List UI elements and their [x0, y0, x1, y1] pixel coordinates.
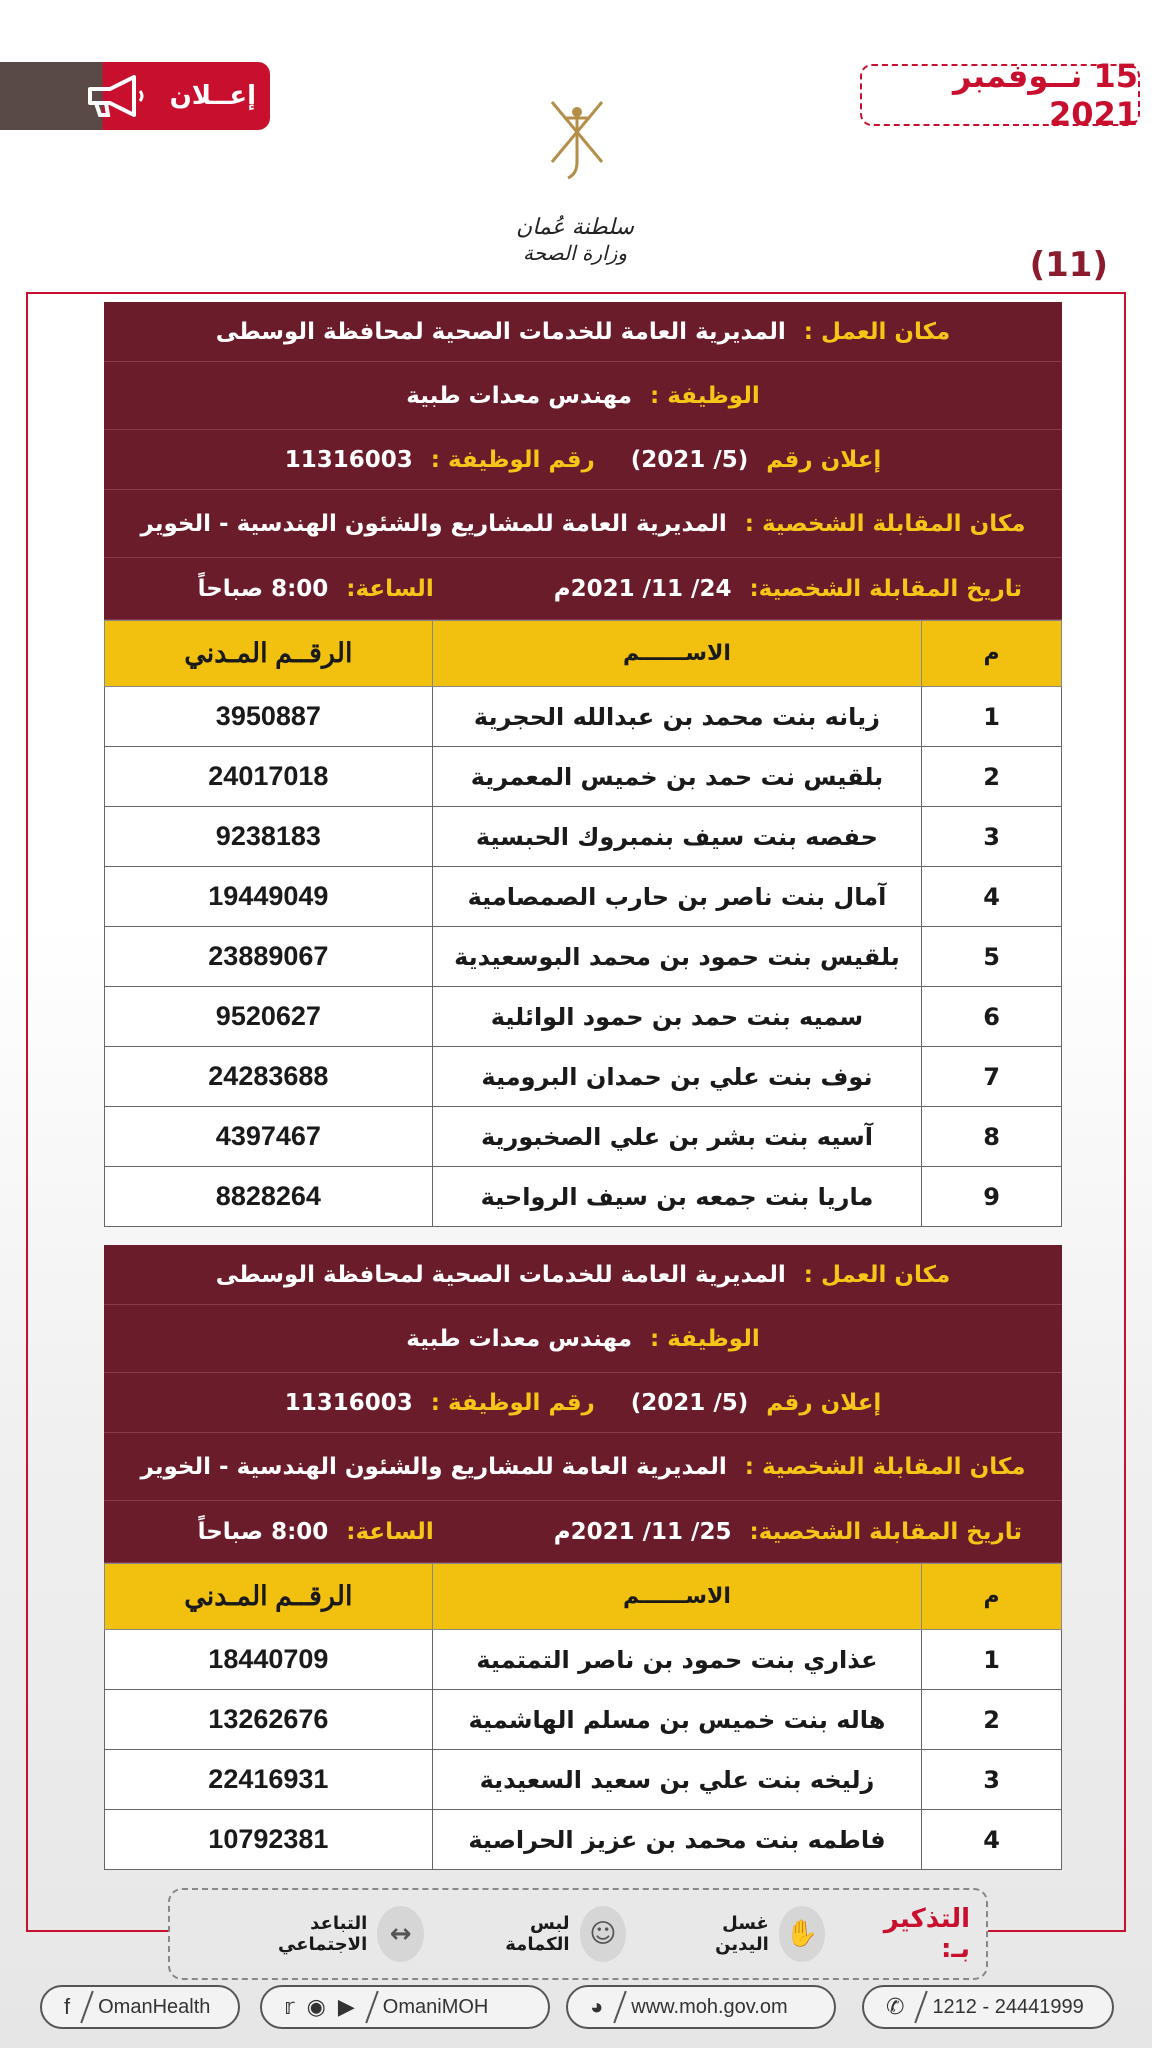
- logo-text-top: سلطنة عُمان: [516, 215, 634, 240]
- phone-icon: ✆: [886, 1994, 905, 2019]
- job-value: مهندس معدات طبية: [406, 1325, 633, 1352]
- interview-section-2: [104, 1245, 1062, 1870]
- job-label: الوظيفة :: [650, 1325, 760, 1352]
- interview-date-label: تاريخ المقابلة الشخصية:: [749, 575, 1022, 602]
- column-header-civil-id: الرقــم المـدني: [105, 621, 433, 687]
- candidate-name: ماريا بنت جمعه بن سيف الرواحية: [432, 1167, 921, 1227]
- workplace-label: مكان العمل :: [803, 318, 951, 345]
- badge-label: إعــلان: [169, 81, 256, 111]
- facebook-pill[interactable]: [40, 1985, 240, 2029]
- candidate-name: بلقيس نت حمد بن خميس المعمرية: [432, 747, 921, 807]
- phone-pill[interactable]: [862, 1985, 1114, 2029]
- job-value: مهندس معدات طبية: [406, 382, 633, 409]
- civil-id: 9520627: [105, 987, 433, 1047]
- candidates-table: [104, 620, 1062, 1227]
- column-header-name: الاســــــم: [432, 1564, 921, 1630]
- table-row: [105, 1630, 1062, 1690]
- job-number-value: 11316003: [284, 446, 413, 473]
- announcement-label: إعلان رقم: [766, 1389, 882, 1416]
- civil-id: 22416931: [105, 1750, 433, 1810]
- hand-wash-icon: ✋: [779, 1906, 826, 1962]
- table-row: [105, 1107, 1062, 1167]
- social-distance-icon: ↔: [377, 1906, 424, 1962]
- announcement-value: (5/ 2021): [630, 446, 749, 473]
- row-number: 3: [922, 1750, 1062, 1810]
- job-row: [104, 1305, 1062, 1373]
- candidates-table: [104, 1563, 1062, 1870]
- reminder-box: [168, 1888, 988, 1980]
- workplace-value: المديرية العامة للخدمات الصحية لمحافظة الوسطى: [215, 318, 786, 345]
- candidate-name: عذاري بنت حمود بن ناصر التمتمية: [432, 1630, 921, 1690]
- candidate-name: زليخه بنت علي بن سعيد السعيدية: [432, 1750, 921, 1810]
- social-handle: OmaniMOH: [382, 1995, 489, 2018]
- column-header-num: م: [922, 1564, 1062, 1630]
- civil-id: 18440709: [105, 1630, 433, 1690]
- logo-text-bottom: وزارة الصحة: [523, 241, 627, 265]
- twitter-icon: 𝕣: [284, 1994, 295, 2019]
- column-header-civil-id: الرقــم المـدني: [105, 1564, 433, 1630]
- table-row: [105, 747, 1062, 807]
- civil-id: 10792381: [105, 1810, 433, 1870]
- column-header-num: م: [922, 621, 1062, 687]
- website-url: www.moh.gov.om: [631, 1995, 788, 2018]
- row-number: 4: [922, 867, 1062, 927]
- row-number: 2: [922, 1690, 1062, 1750]
- page-number: (11): [1029, 245, 1108, 285]
- civil-id: 23889067: [105, 927, 433, 987]
- website-pill[interactable]: [566, 1985, 836, 2029]
- reminder-label: التباعد الاجتماعي: [278, 1913, 368, 1955]
- reminder-label: غسل اليدين: [715, 1913, 769, 1955]
- table-row: [105, 1810, 1062, 1870]
- civil-id: 3950887: [105, 687, 433, 747]
- job-number-value: 11316003: [284, 1389, 413, 1416]
- table-row: [105, 1047, 1062, 1107]
- interview-date-value: 25/ 11/ 2021م: [553, 1518, 732, 1545]
- row-number: 3: [922, 807, 1062, 867]
- candidate-name: سميه بنت حمد بن حمود الوائلية: [432, 987, 921, 1047]
- mask-icon: ☺: [580, 1906, 627, 1962]
- interview-place-row: [104, 490, 1062, 558]
- table-row: [105, 1167, 1062, 1227]
- row-number: 5: [922, 927, 1062, 987]
- row-number: 2: [922, 747, 1062, 807]
- candidate-name: هاله بنت خميس بن مسلم الهاشمية: [432, 1690, 921, 1750]
- interview-place-value: المديرية العامة للمشاريع والشئون الهندسية - الخوير: [140, 510, 727, 537]
- facebook-handle: OmanHealth: [98, 1995, 211, 2018]
- civil-id: 8828264: [105, 1167, 433, 1227]
- megaphone-icon: [80, 71, 150, 121]
- table-row: [105, 1750, 1062, 1810]
- interview-date-row: [104, 1501, 1062, 1563]
- row-number: 9: [922, 1167, 1062, 1227]
- announcement-badge: [0, 62, 270, 130]
- globe-icon: ◕: [590, 1994, 604, 2019]
- interview-section-1: [104, 302, 1062, 1227]
- interview-place-value: المديرية العامة للمشاريع والشئون الهندسية - الخوير: [140, 1453, 727, 1480]
- table-row: [105, 867, 1062, 927]
- ministry-logo: [480, 62, 670, 272]
- announcement-date: 15 نــوفمبر 2021: [860, 64, 1140, 126]
- facebook-icon: f: [64, 1994, 71, 2019]
- reminder-line-right: [988, 1930, 1126, 1932]
- time-value: 8:00 صباحاً: [197, 575, 329, 602]
- reminder-title: التذكير بـ:: [883, 1904, 970, 1964]
- announcement-row: [104, 430, 1062, 490]
- table-row: [105, 807, 1062, 867]
- interview-place-row: [104, 1433, 1062, 1501]
- reminder-label: لبس الكمامة: [505, 1913, 570, 1955]
- interview-date-label: تاريخ المقابلة الشخصية:: [749, 1518, 1022, 1545]
- table-row: [105, 1690, 1062, 1750]
- row-number: 1: [922, 1630, 1062, 1690]
- column-header-name: الاســــــم: [432, 621, 921, 687]
- time-value: 8:00 صباحاً: [197, 1518, 329, 1545]
- row-number: 4: [922, 1810, 1062, 1870]
- civil-id: 9238183: [105, 807, 433, 867]
- phone-number: 1212 - 24441999: [932, 1995, 1084, 2018]
- job-number-label: رقم الوظيفة :: [430, 1389, 595, 1416]
- announcement-row: [104, 1373, 1062, 1433]
- job-row: [104, 362, 1062, 430]
- reminder-item-handwash: [680, 1906, 825, 1962]
- candidate-name: آمال بنت ناصر بن حارب الصمصامية: [432, 867, 921, 927]
- civil-id: 19449049: [105, 867, 433, 927]
- table-row: [105, 987, 1062, 1047]
- civil-id: 24283688: [105, 1047, 433, 1107]
- announcement-label: إعلان رقم: [766, 446, 882, 473]
- time-label: الساعة:: [346, 1518, 434, 1545]
- civil-id: 4397467: [105, 1107, 433, 1167]
- job-number-label: رقم الوظيفة :: [430, 446, 595, 473]
- table-row: [105, 687, 1062, 747]
- candidate-name: زيانه بنت محمد بن عبدالله الحجرية: [432, 687, 921, 747]
- workplace-label: مكان العمل :: [803, 1261, 951, 1288]
- civil-id: 24017018: [105, 747, 433, 807]
- row-number: 8: [922, 1107, 1062, 1167]
- row-number: 1: [922, 687, 1062, 747]
- candidate-name: بلقيس بنت حمود بن محمد البوسعيدية: [432, 927, 921, 987]
- interview-date-value: 24/ 11/ 2021م: [553, 575, 732, 602]
- candidate-name: حفصه بنت سيف بنمبروك الحبسية: [432, 807, 921, 867]
- reminder-item-mask: [478, 1906, 626, 1962]
- workplace-value: المديرية العامة للخدمات الصحية لمحافظة الوسطى: [215, 1261, 786, 1288]
- reminder-item-distance: [240, 1906, 424, 1962]
- social-pill[interactable]: [260, 1985, 550, 2029]
- workplace-row: [104, 302, 1062, 362]
- workplace-row: [104, 1245, 1062, 1305]
- job-label: الوظيفة :: [650, 382, 760, 409]
- interview-date-row: [104, 558, 1062, 620]
- announcement-value: (5/ 2021): [630, 1389, 749, 1416]
- candidate-name: آسيه بنت بشر بن علي الصخبورية: [432, 1107, 921, 1167]
- interview-place-label: مكان المقابلة الشخصية :: [744, 1453, 1026, 1480]
- youtube-icon: ▶: [337, 1994, 355, 2019]
- interview-place-label: مكان المقابلة الشخصية :: [744, 510, 1026, 537]
- candidate-name: نوف بنت علي بن حمدان البرومية: [432, 1047, 921, 1107]
- civil-id: 13262676: [105, 1690, 433, 1750]
- table-row: [105, 927, 1062, 987]
- instagram-icon: ◉: [306, 1994, 326, 2019]
- candidate-name: فاطمه بنت محمد بن عزيز الحراصية: [432, 1810, 921, 1870]
- row-number: 7: [922, 1047, 1062, 1107]
- reminder-line-left: [28, 1930, 168, 1932]
- row-number: 6: [922, 987, 1062, 1047]
- time-label: الساعة:: [346, 575, 434, 602]
